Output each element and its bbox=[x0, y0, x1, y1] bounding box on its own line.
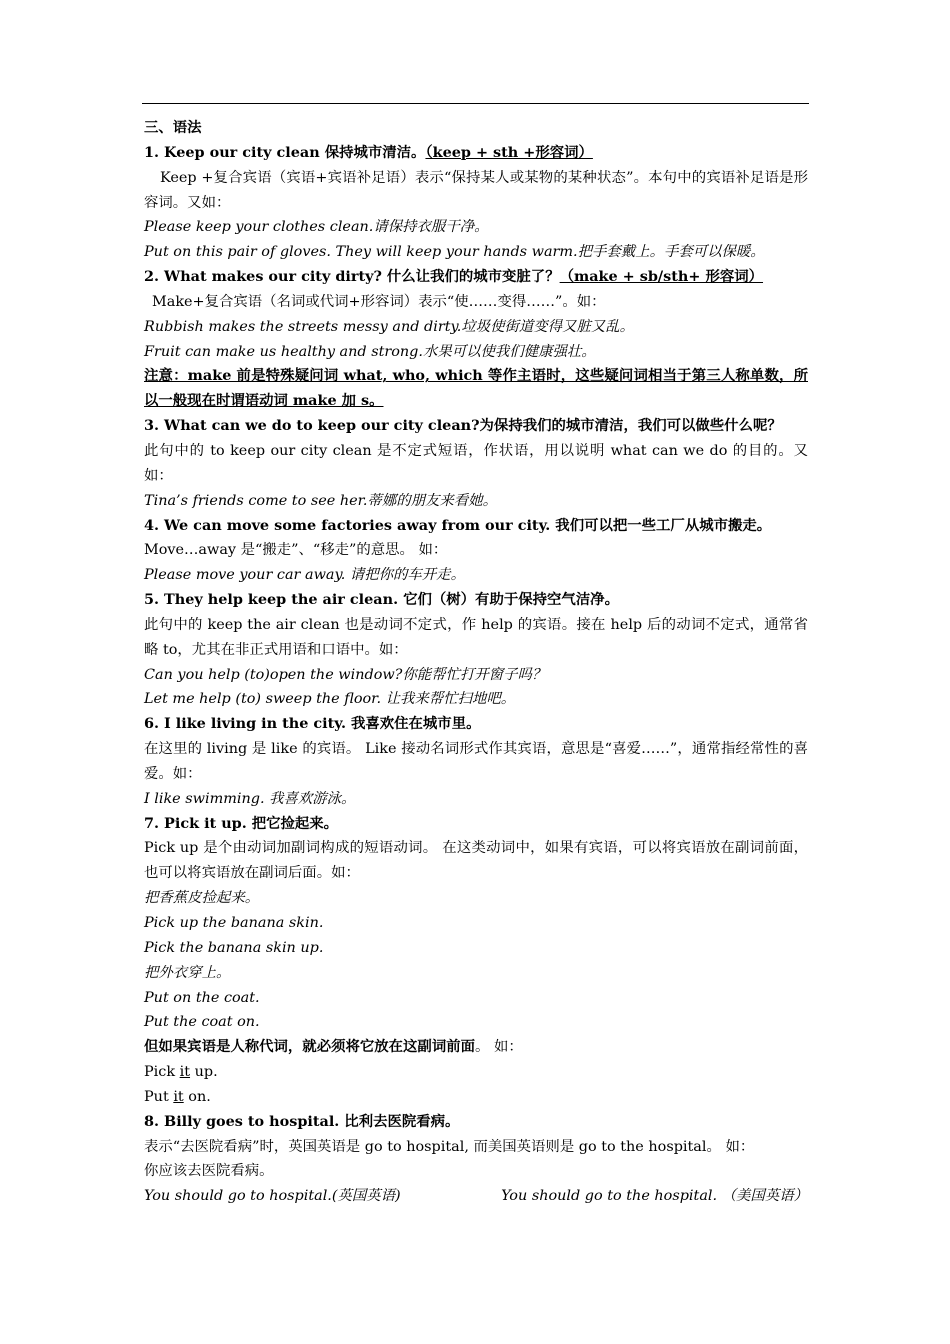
item-7-explanation: Pick up 是个由动词加副词构成的短语动词。 在这类动词中，如果有宾语，可以将宾语放在副词前面，也可以将宾语放在副词后面。如： bbox=[144, 840, 808, 882]
item-8-example-uk: You should go to hospital.(英国英语) bbox=[144, 1188, 401, 1205]
item-8-example-cn: 你应该去医院看病。 bbox=[144, 1163, 274, 1180]
item-6-heading: 6. I like living in the city. 我喜欢住在城市里。 bbox=[144, 715, 481, 733]
item-5-example: Can you help (to)open the window?你能帮忙打开窗子吗？ bbox=[144, 666, 547, 683]
item-3-heading: 3. What can we do to keep our city clean?为保持我们的城市清洁，我们可以做些什么呢？ bbox=[144, 417, 782, 435]
item-1-heading: 1. Keep our city clean 保持城市清洁。（keep + sth +形容词） bbox=[144, 143, 593, 161]
item-1-explanation: Keep +复合宾语（宾语+宾语补足语）表示“保持某人或某物的某种状态”。本句中的宾语补足语是形容词。又如： bbox=[144, 169, 808, 211]
item-2-example: Rubbish makes the streets messy and dirty.垃圾使街道变得又脏又乱。 bbox=[144, 318, 634, 335]
item-4-explanation: Move…away 是“搬走”、“移走”的意思。 如： bbox=[144, 542, 448, 559]
item-7-heading: 7. Pick it up. 把它捡起来。 bbox=[144, 814, 339, 832]
item-1-pattern: （keep + sth +形容词） bbox=[425, 143, 593, 161]
item-7-pronoun-example: Pick it up. bbox=[144, 1064, 218, 1081]
item-4-heading: 4. We can move some factories away from our city. 我们可以把一些工厂从城市搬走。 bbox=[144, 516, 772, 534]
item-7-note: 但如果宾语是人称代词，就必须将它放在这副词前面。 如： bbox=[144, 1038, 523, 1056]
item-8-heading: 8. Billy goes to hospital. 比利去医院看病。 bbox=[144, 1112, 460, 1130]
item-6-explanation: 在这里的 living 是 like 的宾语。 Like 接动名词形式作其宾语，意思是“喜爱……”，通常指经常性的喜爱。如： bbox=[144, 741, 808, 782]
item-4-example: Please move your car away. 请把你的车开走。 bbox=[144, 567, 465, 584]
item-2-pattern: （make + sb/sth+ 形容词） bbox=[559, 268, 764, 286]
item-2-note: 注意：make 前是特殊疑问词 what, who, which 等作主语时，这些疑问词相当于第三人称单数，所以一般现在时谓语动词 make 加 s。 bbox=[144, 367, 808, 410]
item-1-example: Put on this pair of gloves. They will keep your hands warm.把手套戴上。手套可以保暖。 bbox=[144, 244, 765, 261]
item-8-example-us: You should go to the hospital. （美国英语） bbox=[501, 1188, 808, 1205]
item-3-example: Tina’s friends come to see her.蒂娜的朋友来看她。 bbox=[144, 492, 497, 509]
item-1-example: Please keep your clothes clean.请保持衣服干净。 bbox=[144, 219, 489, 236]
item-6-example: I like swimming. 我喜欢游泳。 bbox=[144, 790, 356, 807]
item-7-example: 把香蕉皮捡起来。 bbox=[144, 890, 260, 907]
item-5-example: Let me help (to) sweep the floor. 让我来帮忙扫地吧。 bbox=[144, 691, 516, 708]
item-7-example: Put on the coat. bbox=[144, 989, 260, 1006]
item-5-explanation: 此句中的 keep the air clean 也是动词不定式，作 help 的宾语。接在 help 后的动词不定式，通常省略 to，尤其在非正式用语和口语中。如： bbox=[144, 616, 808, 658]
item-7-example: Pick the banana skin up. bbox=[144, 939, 324, 956]
item-7-example: Put the coat on. bbox=[144, 1014, 260, 1031]
grammar-section bbox=[144, 116, 808, 1209]
header-rule bbox=[142, 103, 809, 104]
item-7-example: 把外衣穿上。 bbox=[144, 964, 231, 981]
item-7-pronoun-example: Put it on. bbox=[144, 1088, 211, 1105]
item-5-heading: 5. They help keep the air clean. 它们（树）有助于保持空气洁净。 bbox=[144, 591, 619, 609]
item-8-example-row bbox=[144, 1184, 808, 1209]
item-3-explanation: 此句中的 to keep our city clean 是不定式短语，作状语，用以说明 what can we do 的目的。又如： bbox=[144, 442, 808, 484]
item-8-explanation: 表示“去医院看病”时，英国英语是 go to hospital, 而美国英语则是 go to the hospital。 如： bbox=[144, 1138, 755, 1155]
item-7-example: Pick up the banana skin. bbox=[144, 915, 324, 931]
item-2-example: Fruit can make us healthy and strong.水果可以使我们健康强壮。 bbox=[144, 343, 596, 360]
section-title: 三、语法 bbox=[144, 119, 202, 136]
item-2-explanation: Make+复合宾语（名词或代词+形容词）表示“使……变得……”。如： bbox=[152, 293, 606, 310]
item-2-heading: 2. What makes our city dirty? 什么让我们的城市变脏了？（make + sb/sth+ 形容词） bbox=[144, 268, 764, 286]
